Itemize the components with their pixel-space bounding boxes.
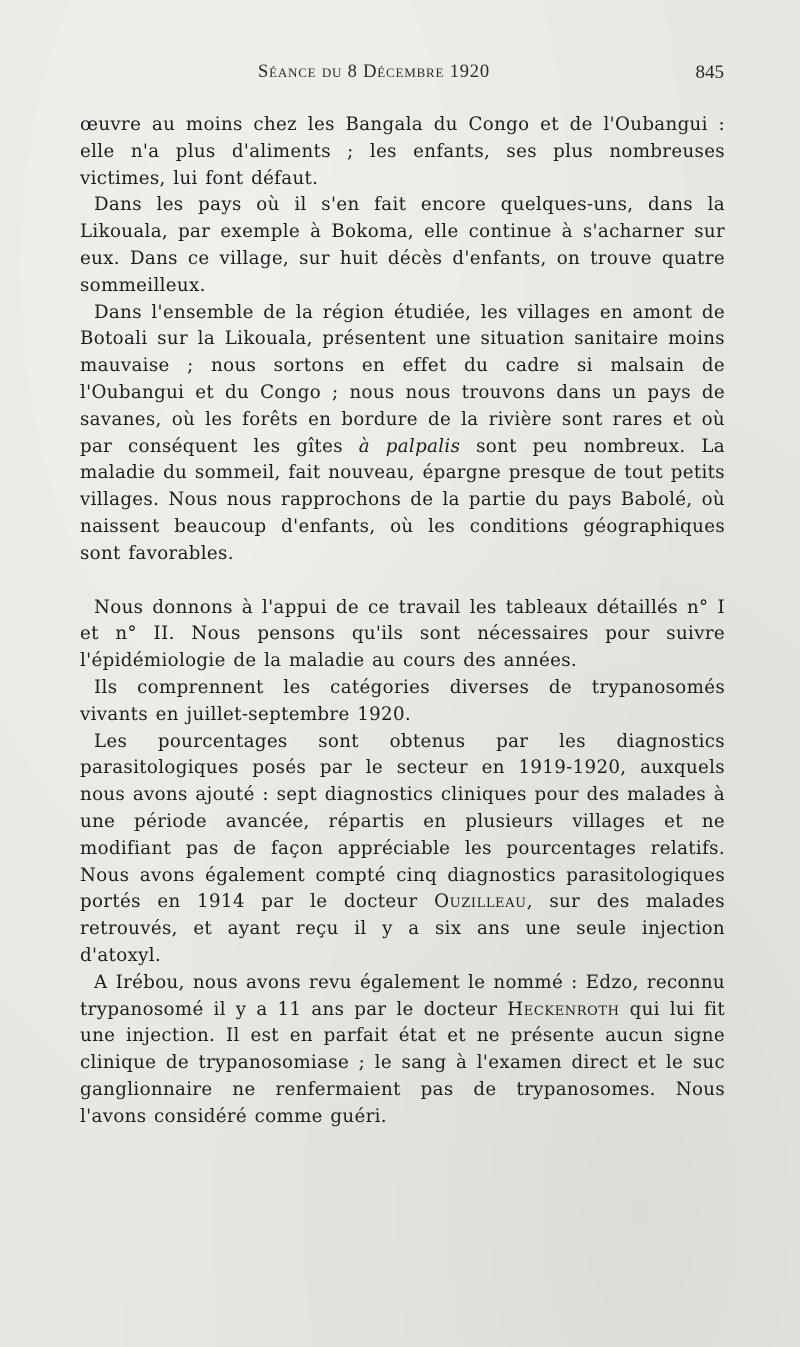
paragraph-likouala: Dans les pays où il s'en fait encore quelques-uns, dans la Likouala, par exemple à Bokoma, elle continue à s'acharner sur eux. Dans ce village, sur huit décès d'enfants, on trouve quatre sommeilleux.: [80, 194, 725, 296]
paragraph-categories: Ils comprennent les catégories diverses de trypanosomés vivants en juillet-septembre 1920.: [80, 676, 725, 725]
paragraph-percentages: [80, 729, 725, 970]
italic-term: à palpalis: [358, 435, 461, 457]
doctor-name-ouzilleau: Ouzilleau: [434, 891, 527, 913]
running-title: Séance du 8 Décembre 1920: [258, 62, 490, 82]
paragraph-continuation: œuvre au moins chez les Bangala du Congo et de l'Oubangui : elle n'a plus d'aliments ; les enfants, ses plus nombreuses victimes, lui font défaut.: [80, 114, 725, 189]
paragraph-tables: Nous donnons à l'appui de ce travail les tableaux détaillés n° I et n° II. Nous pensons qu'ils sont nécessaires pour suivre l'épidémiologie de la maladie au cours des années.: [80, 596, 725, 672]
page-number: 845: [695, 62, 724, 83]
body-text: [80, 112, 725, 1130]
running-head: [80, 62, 730, 90]
paragraph-region-text-2: sont peu nombreux. La maladie du sommeil, fait nouveau, épargne presque de tout petits villages. Nous nous rapprochons de la partie du pays Babolé, où naissent beaucoup d'enfants, où les conditions géographiques sont favorables.: [80, 435, 725, 564]
paragraph-irebou-text-2: qui lui fit une injection. Il est en parfait état et ne présente aucun signe clinique de trypanosomiase ; le sang à l'examen direct et le suc ganglionnaire ne renfermaient pas de trypanosomes. Nous l'avons considéré comme guéri.: [80, 998, 726, 1127]
paragraph-percentages-text-2: , sur des malades retrouvés, et ayant reçu il y a six ans une seule injection d'atoxyl.: [80, 891, 725, 966]
paragraph-percentages-text-1: Les pourcentages sont obtenus par les diagnostics parasitologiques posés par le secteur en 1919-1920, auxquels nous avons ajouté : sept diagnostics cliniques pour des malades à une période avancée, répartis en plusieurs villages et ne modifiant pas de façon appréciable les pourcentages relatifs. Nous avons également compté cinq diagnostics parasitologiques portés en 1914 par le docteur: [80, 730, 725, 913]
paragraph-region: [80, 300, 725, 568]
paragraph-irebou-text-1: A Irébou, nous avons revu également le nommé : Edzo, reconnu trypanosomé il y a 11 ans par le docteur: [80, 971, 725, 1020]
doctor-name-heckenroth: Heckenroth: [507, 998, 620, 1020]
paragraph-region-text-1: Dans l'ensemble de la région étudiée, les villages en amont de Botoali sur la Likouala, présentent une situation sanitaire moins mauvaise ; nous sortons en effet du cadre si malsain de l'Oubangui et du Congo ; nous nous trouvons dans un pays de savanes, où les forêts en bordure de la rivière sont rares et où par conséquent les gîtes: [80, 301, 725, 457]
paragraph-irebou: [80, 970, 725, 1131]
